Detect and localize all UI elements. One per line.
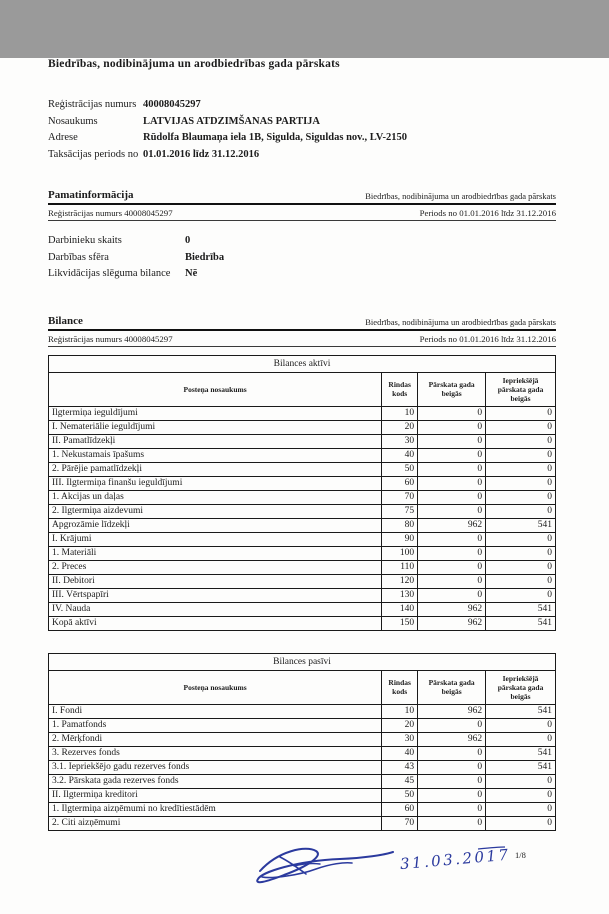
row-value: 962 <box>418 518 486 532</box>
registration-line: Reģistrācijas numurs 40008045297 <box>48 333 173 344</box>
document-page <box>0 58 609 914</box>
row-label: II. Ilgtermiņa kreditori <box>49 788 382 802</box>
row-value: 0 <box>418 504 486 518</box>
signature-icon <box>257 848 393 881</box>
info-value: Biedrība <box>185 251 225 263</box>
row-value: 0 <box>418 406 486 420</box>
row-label: 3. Rezerves fonds <box>49 746 382 760</box>
row-value: 0 <box>418 420 486 434</box>
row-value: 45 <box>382 774 418 788</box>
row-value: 80 <box>382 518 418 532</box>
section-title: Pamatinformācija <box>48 189 134 201</box>
table-title: Bilances aktīvi <box>49 355 556 372</box>
column-header: Rindas kods <box>382 670 418 704</box>
field-registration-number <box>48 97 556 114</box>
signature-area <box>48 837 556 907</box>
row-value: 0 <box>418 746 486 760</box>
row-value: 541 <box>486 616 556 630</box>
table-row <box>49 704 556 718</box>
row-value: 0 <box>486 588 556 602</box>
column-header: Iepriekšējā pārskata gada beigās <box>486 372 556 406</box>
info-value: Nē <box>185 268 198 279</box>
row-label: III. Ilgtermiņa finanšu ieguldījumi <box>49 476 382 490</box>
row-value: 0 <box>418 588 486 602</box>
row-label: IV. Nauda <box>49 602 382 616</box>
section-header <box>48 315 556 331</box>
row-label: III. Vērtspapīri <box>49 588 382 602</box>
row-label: 3.2. Pārskata gada rezerves fonds <box>49 774 382 788</box>
row-value: 70 <box>382 816 418 830</box>
row-value: 541 <box>486 602 556 616</box>
table-row <box>49 574 556 588</box>
row-value: 0 <box>486 462 556 476</box>
row-value: 100 <box>382 546 418 560</box>
section-right-header: Biedrības, nodibinājuma un arodbiedrības gada pārskats <box>365 316 556 327</box>
info-employee-count <box>48 233 556 250</box>
field-value: Rūdolfa Blaumaņa iela 1B, Sigulda, Siguldas nov., LV-2150 <box>143 132 408 143</box>
signature-date: 31.03.2017 <box>399 845 512 873</box>
column-header: Pārskata gada beigās <box>418 372 486 406</box>
row-value: 0 <box>418 560 486 574</box>
row-value: 30 <box>382 434 418 448</box>
row-label: II. Debitori <box>49 574 382 588</box>
balance-assets-table <box>48 355 556 631</box>
row-value: 20 <box>382 718 418 732</box>
row-value: 120 <box>382 574 418 588</box>
row-value: 10 <box>382 406 418 420</box>
table-row <box>49 602 556 616</box>
column-header: Rindas kods <box>382 372 418 406</box>
table-row <box>49 462 556 476</box>
row-value: 43 <box>382 760 418 774</box>
row-label: 1. Nekustamais īpašums <box>49 448 382 462</box>
balance-liabilities-table <box>48 653 556 831</box>
table-row <box>49 816 556 830</box>
registration-line: Reģistrācijas numurs 40008045297 <box>48 208 173 218</box>
row-value: 130 <box>382 588 418 602</box>
row-label: 2. Pārējie pamatlīdzekļi <box>49 462 382 476</box>
row-value: 0 <box>486 476 556 490</box>
info-label: Darbinieku skaits <box>48 235 122 246</box>
field-address <box>48 130 556 147</box>
field-value: 01.01.2016 līdz 31.12.2016 <box>143 148 260 160</box>
row-value: 0 <box>486 788 556 802</box>
row-value: 0 <box>486 406 556 420</box>
table-row <box>49 774 556 788</box>
row-value: 0 <box>418 788 486 802</box>
document-title: Biedrības, nodibinājuma un arodbiedrības gada pārskats <box>48 58 340 70</box>
row-value: 962 <box>418 732 486 746</box>
row-label: 1. Pamatfonds <box>49 718 382 732</box>
section-bilance <box>48 315 556 347</box>
info-label: Likvidācijas slēguma bilance <box>48 268 171 279</box>
row-value: 0 <box>486 774 556 788</box>
row-value: 0 <box>418 490 486 504</box>
table-row <box>49 448 556 462</box>
row-label: I. Fondi <box>49 704 382 718</box>
section-header <box>48 189 556 205</box>
row-value: 962 <box>418 602 486 616</box>
table-row <box>49 732 556 746</box>
row-label: 2. Ilgtermiņa aizdevumi <box>49 504 382 518</box>
field-label: Nosaukums <box>48 115 98 127</box>
table-row <box>49 504 556 518</box>
header-field-block <box>48 97 556 163</box>
row-value: 10 <box>382 704 418 718</box>
table-row <box>49 718 556 732</box>
footer <box>48 837 556 909</box>
row-value: 0 <box>418 774 486 788</box>
row-value: 0 <box>418 532 486 546</box>
table-row <box>49 434 556 448</box>
table-row <box>49 788 556 802</box>
info-label: Darbības sfēra <box>48 251 109 263</box>
row-value: 140 <box>382 602 418 616</box>
row-label: 3.1. Iepriekšējo gadu rezerves fonds <box>49 760 382 774</box>
row-label: Apgrozāmie līdzekļi <box>49 518 382 532</box>
row-label: 1. Ilgtermiņa aizņēmumi no kredītiestādēm <box>49 802 382 816</box>
row-value: 0 <box>486 434 556 448</box>
row-value: 0 <box>486 420 556 434</box>
table-title-row <box>49 355 556 372</box>
page-number: 1/8 <box>515 849 526 860</box>
row-value: 0 <box>418 802 486 816</box>
section-right-header: Biedrības, nodibinājuma un arodbiedrības gada pārskats <box>365 191 556 201</box>
row-label: 1. Akcijas un daļas <box>49 490 382 504</box>
row-value: 60 <box>382 476 418 490</box>
row-value: 0 <box>486 574 556 588</box>
section-pamatinformacija <box>48 189 556 221</box>
row-value: 962 <box>418 704 486 718</box>
row-value: 0 <box>418 476 486 490</box>
row-value: 0 <box>486 532 556 546</box>
row-value: 541 <box>486 518 556 532</box>
row-value: 0 <box>418 546 486 560</box>
row-label: II. Pamatlīdzekļi <box>49 434 382 448</box>
row-value: 75 <box>382 504 418 518</box>
row-value: 541 <box>486 704 556 718</box>
row-label: 2. Preces <box>49 560 382 574</box>
row-label: I. Krājumi <box>49 532 382 546</box>
field-label: Reģistrācijas numurs <box>48 99 137 110</box>
column-header: Posteņa nosaukums <box>49 670 382 704</box>
row-value: 0 <box>418 760 486 774</box>
row-value: 962 <box>418 616 486 630</box>
table-row <box>49 420 556 434</box>
table-row <box>49 518 556 532</box>
field-value: LATVIJAS ATDZIMŠANAS PARTIJA <box>143 115 320 127</box>
table-row <box>49 560 556 574</box>
info-value: 0 <box>185 235 191 246</box>
row-value: 0 <box>486 816 556 830</box>
row-value: 0 <box>486 490 556 504</box>
row-value: 150 <box>382 616 418 630</box>
field-tax-period <box>48 147 556 164</box>
table-title-row <box>49 653 556 670</box>
period-line: Periods no 01.01.2016 līdz 31.12.2016 <box>419 333 556 344</box>
table-row <box>49 476 556 490</box>
row-label: 2. Citi aizņēmumi <box>49 816 382 830</box>
row-label: 1. Materiāli <box>49 546 382 560</box>
field-value: 40008045297 <box>143 99 201 110</box>
table-row <box>49 490 556 504</box>
table-row <box>49 760 556 774</box>
row-value: 50 <box>382 788 418 802</box>
row-value: 0 <box>486 732 556 746</box>
row-value: 30 <box>382 732 418 746</box>
row-value: 50 <box>382 462 418 476</box>
basic-info-block <box>48 233 556 283</box>
section-title: Bilance <box>48 314 83 327</box>
row-value: 0 <box>486 504 556 518</box>
table-header-row <box>49 670 556 704</box>
row-value: 110 <box>382 560 418 574</box>
row-value: 0 <box>486 718 556 732</box>
row-label: I. Nemateriālie ieguldījumi <box>49 420 382 434</box>
row-value: 0 <box>486 546 556 560</box>
row-value: 0 <box>418 718 486 732</box>
row-label: Ilgtermiņa ieguldījumi <box>49 406 382 420</box>
row-value: 0 <box>486 448 556 462</box>
row-value: 0 <box>418 816 486 830</box>
row-value: 0 <box>418 462 486 476</box>
row-value: 90 <box>382 532 418 546</box>
row-value: 40 <box>382 746 418 760</box>
table-row <box>49 406 556 420</box>
row-value: 20 <box>382 420 418 434</box>
row-value: 0 <box>418 448 486 462</box>
table-row <box>49 532 556 546</box>
section-subheader <box>48 331 556 347</box>
row-value: 70 <box>382 490 418 504</box>
field-label: Adrese <box>48 132 78 143</box>
table-row <box>49 746 556 760</box>
column-header: Pārskata gada beigās <box>418 670 486 704</box>
field-label: Taksācijas periods no <box>48 148 139 160</box>
table-row <box>49 802 556 816</box>
info-liquidation-balance <box>48 266 556 283</box>
row-value: 541 <box>486 746 556 760</box>
period-line: Periods no 01.01.2016 līdz 31.12.2016 <box>419 208 556 218</box>
row-value: 0 <box>418 574 486 588</box>
row-label: Kopā aktīvi <box>49 616 382 630</box>
row-value: 60 <box>382 802 418 816</box>
row-value: 0 <box>486 560 556 574</box>
table-row <box>49 588 556 602</box>
table-title: Bilances pasīvi <box>49 653 556 670</box>
info-activity-sphere <box>48 250 556 267</box>
field-name <box>48 114 556 131</box>
table-header-row <box>49 372 556 406</box>
section-subheader <box>48 205 556 221</box>
row-value: 40 <box>382 448 418 462</box>
row-value: 541 <box>486 760 556 774</box>
column-header: Iepriekšējā pārskata gada beigās <box>486 670 556 704</box>
row-value: 0 <box>486 802 556 816</box>
row-value: 0 <box>418 434 486 448</box>
column-header: Posteņa nosaukums <box>49 372 382 406</box>
row-label: 2. Mērķfondi <box>49 732 382 746</box>
table-row <box>49 546 556 560</box>
table-row <box>49 616 556 630</box>
